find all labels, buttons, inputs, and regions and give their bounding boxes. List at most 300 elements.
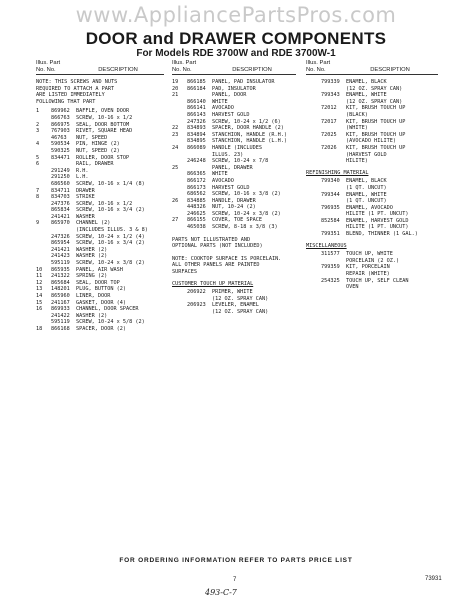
part-description: SPACER, DOOR HANDLE (2)	[212, 125, 284, 132]
part-row	[172, 191, 296, 198]
part-row	[36, 260, 164, 267]
part-row	[172, 119, 296, 126]
part-description: (12 OZ. SPRAY CAN)	[212, 309, 269, 315]
part-description: SCREW, 10-24 x 5/8 (2)	[76, 319, 145, 326]
part-row	[306, 258, 438, 265]
part-number: 595119	[51, 319, 70, 326]
part-number: 241167	[51, 299, 70, 306]
illus-number: 2	[36, 121, 40, 128]
column-header	[172, 60, 296, 75]
part-row	[36, 174, 164, 181]
part-row	[36, 326, 164, 333]
illus-number	[306, 132, 321, 139]
part-row	[172, 211, 296, 218]
part-row	[172, 185, 296, 192]
part-number	[321, 258, 346, 265]
part-description: BLEND, THINNER (1 GAL.)	[346, 231, 418, 238]
part-description: AVOCADO	[212, 105, 234, 112]
illus-number	[306, 79, 321, 86]
part-number	[321, 198, 346, 205]
part-number: 866184	[187, 85, 206, 92]
part-description: HARVEST GOLD	[212, 111, 250, 118]
part-row	[306, 145, 438, 152]
part-description: PANEL, AIR WASH	[76, 266, 123, 273]
part-description: PORCELAIN (2 OZ.)	[346, 257, 400, 264]
part-description: WASHER (2)	[76, 246, 108, 253]
screws-note: NOTE: THIS SCREWS AND NUTS REQUIRED TO ATTACH A PART ARE LISTED IMMEDIATELY FOLLOWING THAT PART	[36, 79, 118, 105]
illus-number: 25	[172, 164, 179, 171]
illus-number	[36, 181, 51, 188]
part-description: LINER, DOOR	[76, 293, 111, 299]
part-row	[306, 284, 438, 291]
column-header	[36, 60, 164, 75]
part-description: R.H.	[76, 167, 89, 174]
part-description: ENAMEL, BLACK	[346, 79, 387, 85]
parts-column-3	[306, 60, 438, 291]
part-number: 866089	[187, 144, 206, 151]
part-row	[36, 122, 164, 129]
illus-header: Illus. Part	[172, 60, 197, 66]
part-row	[36, 141, 164, 148]
section-heading: CUSTOMER TOUCH UP MATERIAL	[172, 280, 254, 287]
parts-list	[306, 251, 438, 291]
illus-number	[172, 119, 187, 126]
illus-number: 18	[36, 325, 43, 332]
page-code: 73931	[425, 576, 442, 582]
part-description: ENAMEL, HARVEST GOLD	[346, 217, 409, 224]
part-row	[306, 185, 438, 192]
part-number	[321, 185, 346, 192]
part-number: 865834	[51, 207, 70, 214]
watermark: www.AppliancePartsPros.com	[75, 3, 397, 27]
illus-number	[306, 112, 321, 119]
part-row	[306, 132, 438, 139]
illus-number	[306, 278, 321, 285]
part-row	[172, 289, 296, 296]
part-description: (1 QT. UNCUT)	[346, 198, 387, 205]
parts-column-2	[172, 60, 296, 316]
no-header: No. No.	[172, 67, 192, 73]
part-number: 866140	[187, 98, 206, 105]
part-description: SCREW, 10-24 x 1/2 (6)	[212, 118, 281, 125]
illus-number	[306, 152, 321, 159]
part-description: NUT, SPEED	[76, 134, 108, 141]
illus-number: 15	[36, 299, 43, 306]
illus-number	[172, 152, 187, 159]
part-row	[172, 165, 296, 172]
part-number	[321, 211, 346, 218]
part-description: (HARVEST GOLD	[346, 151, 387, 158]
part-row	[172, 99, 296, 106]
part-row	[36, 148, 164, 155]
part-number	[321, 99, 346, 106]
part-number: 291249	[51, 167, 70, 174]
part-number: 148201	[51, 286, 70, 293]
part-number	[187, 309, 212, 316]
part-description: SCREW, 10-24 x 7/8	[212, 158, 269, 165]
description-header: DESCRIPTION	[98, 67, 138, 73]
part-number: 448326	[187, 204, 206, 211]
part-description: SCREW, 10-16 x 1/2	[76, 114, 133, 121]
no-header: No. No.	[36, 67, 56, 73]
illus-number	[306, 99, 321, 106]
part-description: NUT, SPEED (2)	[76, 147, 120, 154]
part-description: BAFFLE, OVEN DOOR	[76, 108, 130, 115]
part-row	[172, 204, 296, 211]
part-row	[36, 201, 164, 208]
part-number: 834894	[187, 131, 206, 138]
part-description: HANDLE (INCLUDES	[212, 144, 262, 151]
part-number: 247326	[51, 233, 70, 240]
illus-number	[306, 205, 321, 212]
part-row	[306, 79, 438, 86]
illus-number: 16	[36, 306, 43, 313]
part-description: PANEL, DRAWER	[212, 164, 253, 171]
illus-number	[36, 319, 51, 326]
part-row	[306, 105, 438, 112]
part-number: 206923	[187, 302, 206, 309]
part-number: 246248	[187, 158, 206, 165]
part-description: REPAIR (WHITE)	[346, 271, 390, 278]
illus-number: 7	[36, 187, 40, 194]
part-row	[36, 293, 164, 300]
part-description: WHITE	[212, 98, 228, 105]
handwritten-note: 493-C-7	[205, 588, 237, 597]
column-header	[306, 60, 438, 75]
illus-number	[172, 211, 187, 218]
part-description: SEAL, DOOR TOP	[76, 279, 120, 286]
part-description: (WHITE)	[346, 125, 368, 132]
part-description: TOUCH UP, WHITE	[346, 251, 393, 258]
part-description: WASHER (2)	[76, 253, 108, 260]
part-description: OVEN	[346, 284, 359, 291]
part-description: AVOCADO	[212, 177, 234, 184]
illus-number: 5	[36, 154, 40, 161]
illus-number	[36, 174, 51, 181]
illus-number	[306, 198, 321, 205]
part-description: (12 OZ. SPRAY CAN)	[212, 295, 269, 302]
part-number: 241422	[51, 312, 70, 319]
part-description: KIT, BRUSH TOUCH UP	[346, 131, 406, 138]
part-description: GASKET, DOOR (4)	[76, 299, 126, 306]
part-row	[36, 168, 164, 175]
part-number: 869962	[51, 108, 70, 115]
illus-number	[172, 171, 187, 178]
part-number	[321, 271, 346, 278]
part-number: 311577	[321, 251, 340, 258]
part-number	[321, 152, 346, 159]
illus-number: 20	[172, 85, 179, 92]
illus-number	[36, 135, 51, 142]
part-description: HANDLE, DRAWER	[212, 197, 256, 204]
part-description: PRIMER, WHITE	[212, 289, 253, 296]
illus-number	[172, 178, 187, 185]
part-description: HARVEST GOLD	[212, 184, 250, 191]
part-row	[36, 194, 164, 201]
part-description: CHANNEL (2)	[76, 220, 111, 227]
part-description: SCREW, 10-16 x 3/4 (2)	[76, 240, 145, 247]
part-description: KIT, PORCELAIN	[346, 264, 390, 271]
part-row	[172, 86, 296, 93]
part-row	[36, 286, 164, 293]
illus-number	[306, 125, 321, 132]
part-row	[306, 99, 438, 106]
ordering-footer: FOR ORDERING INFORMATION REFER TO PARTS PRICE LIST	[119, 557, 353, 564]
part-row	[306, 152, 438, 159]
part-row	[36, 108, 164, 115]
part-number: 241423	[51, 253, 70, 260]
part-number: 865954	[51, 240, 70, 247]
part-number: 241322	[51, 273, 70, 280]
part-row	[306, 278, 438, 285]
part-description: PANEL, DOOR	[212, 92, 247, 99]
parts-list	[172, 79, 296, 231]
parts-column-1	[36, 60, 164, 333]
illus-number: 4	[36, 141, 40, 148]
part-number	[321, 224, 346, 231]
illus-number	[306, 271, 321, 278]
part-row	[36, 319, 164, 326]
illus-header: Illus. Part	[306, 60, 331, 66]
part-row	[306, 112, 438, 119]
illus-number	[172, 309, 187, 316]
part-number: 767903	[51, 128, 70, 135]
part-row	[36, 181, 164, 188]
no-header: No. No.	[306, 67, 326, 73]
part-number: 866975	[51, 121, 70, 128]
part-number: 866173	[187, 184, 206, 191]
part-description: SCREW, 10-16 x 3/4 (2)	[76, 207, 145, 214]
part-description: LEVELER, ENAMEL	[212, 302, 259, 309]
part-description: SCREW, 10-16 x 1/2	[76, 200, 133, 207]
illus-number: 21	[172, 92, 179, 99]
part-number: 686562	[187, 191, 206, 198]
part-number: 590325	[51, 147, 70, 154]
part-row	[36, 155, 164, 162]
part-description: KIT, BRUSH TOUCH UP	[346, 144, 406, 151]
part-description: KIT, BRUSH TOUCH UP	[346, 105, 406, 112]
illus-number	[306, 211, 321, 218]
part-number: 866763	[51, 114, 70, 121]
illus-number: 9	[36, 220, 40, 227]
illus-number	[172, 289, 187, 296]
part-number: 834711	[51, 187, 70, 194]
part-description: STANCHION, HANDLE (L.H.)	[212, 138, 287, 145]
part-row	[36, 247, 164, 254]
parts-list	[172, 289, 296, 315]
part-row	[172, 105, 296, 112]
part-row	[36, 135, 164, 142]
part-description: ENAMEL, WHITE	[346, 191, 387, 198]
part-number: 465038	[187, 224, 206, 231]
part-description: PIN, HINGE (2)	[76, 141, 120, 148]
part-row	[172, 198, 296, 205]
part-row	[306, 224, 438, 231]
part-row	[36, 128, 164, 135]
part-number: 247376	[51, 200, 70, 207]
part-row	[306, 138, 438, 145]
part-number	[51, 227, 76, 234]
part-row	[306, 218, 438, 225]
part-row	[36, 220, 164, 227]
illus-number: 1	[36, 108, 40, 115]
illus-number	[172, 296, 187, 303]
part-number: 865970	[51, 220, 70, 227]
part-description: HILITE)	[346, 158, 368, 165]
part-description: SCREW, 10-24 x 3/8 (2)	[76, 260, 145, 267]
part-row	[306, 251, 438, 258]
illus-number	[172, 112, 187, 119]
part-description: ENAMEL, BLACK	[346, 178, 387, 185]
illus-number	[172, 302, 187, 309]
part-number: 799344	[321, 191, 340, 198]
part-number	[187, 165, 212, 172]
part-number: 595119	[51, 260, 70, 267]
part-row	[172, 296, 296, 303]
part-row	[172, 178, 296, 185]
illus-number	[36, 207, 51, 214]
part-description: HILITE (1 PT. UNCUT)	[346, 224, 409, 231]
part-number	[187, 92, 212, 99]
part-description: DRAWER	[76, 187, 95, 194]
part-row	[306, 192, 438, 199]
part-description: SCREW, 8-18 x 3/8 (3)	[212, 224, 278, 231]
part-row	[306, 211, 438, 218]
not-illustrated-note: PARTS NOT ILLUSTRATED AND OPTIONAL PARTS (NOT INCLUDED)	[172, 236, 263, 250]
part-row	[172, 217, 296, 224]
illus-number	[306, 119, 321, 126]
illus-number	[306, 145, 321, 152]
part-row	[172, 152, 296, 159]
part-row	[306, 271, 438, 278]
part-description: ENAMEL, AVOCADO	[346, 204, 393, 211]
illus-number	[36, 148, 51, 155]
part-row	[36, 273, 164, 280]
part-row	[172, 145, 296, 152]
illus-number	[306, 258, 321, 265]
part-description: SEAL, DOOR BOTTOM	[76, 121, 130, 128]
part-description: WHITE	[212, 171, 228, 178]
part-number: 291250	[51, 174, 70, 181]
illus-number	[172, 158, 187, 165]
illus-number: 27	[172, 217, 179, 224]
part-row	[306, 125, 438, 132]
illus-number	[306, 264, 321, 271]
illus-number	[306, 105, 321, 112]
part-row	[36, 300, 164, 307]
part-number: 799343	[321, 92, 340, 99]
illus-number	[306, 86, 321, 93]
part-row	[306, 198, 438, 205]
part-number: 865684	[51, 279, 70, 286]
part-number: 246625	[187, 210, 206, 217]
part-number: 834893	[187, 125, 206, 132]
part-number: 241421	[51, 246, 70, 253]
part-number	[321, 86, 346, 93]
part-number: 866365	[187, 171, 206, 178]
part-row	[172, 92, 296, 99]
part-row	[306, 92, 438, 99]
part-description: PANEL, PAD INSULATOR	[212, 79, 275, 85]
part-description: (12 OZ. SPRAY CAN)	[346, 85, 403, 92]
part-description: HILITE (1 PT. UNCUT)	[346, 211, 409, 218]
part-row	[306, 231, 438, 238]
part-row	[36, 115, 164, 122]
part-description: ILLUS. 23)	[212, 151, 244, 158]
part-description: (1 QT. UNCUT)	[346, 184, 387, 191]
illus-number	[172, 224, 187, 231]
description-header: DESCRIPTION	[370, 67, 410, 73]
illus-number	[172, 105, 187, 112]
part-description: SCREW, 10-16 x 3/8 (2)	[212, 191, 281, 198]
description-header: DESCRIPTION	[232, 67, 272, 73]
part-description: (BLACK)	[346, 111, 368, 118]
section-heading: MISCELLANEOUS	[306, 242, 347, 249]
illus-number	[36, 234, 51, 241]
illus-number: 13	[36, 286, 43, 293]
part-number: 72026	[321, 144, 337, 151]
part-description: SCREW, 10-24 x 1/2 (4)	[76, 233, 145, 240]
part-row	[36, 313, 164, 320]
part-description: L.H.	[76, 174, 89, 181]
illus-number: 11	[36, 273, 43, 280]
part-description: (INCLUDES ILLUS. 3 & 8)	[76, 227, 148, 234]
part-row	[172, 158, 296, 165]
illus-number	[36, 260, 51, 267]
part-row	[172, 224, 296, 231]
part-number: 799339	[321, 79, 340, 85]
part-row	[172, 309, 296, 316]
part-description: COVER, TOE SPACE	[212, 217, 262, 224]
part-number: 866168	[51, 325, 70, 332]
illus-number: 14	[36, 293, 43, 299]
part-description: RAIL, DRAWER	[76, 161, 114, 168]
part-description: NUT, 10-24 (2)	[212, 204, 256, 211]
part-number: 72012	[321, 105, 337, 112]
part-number	[187, 296, 212, 303]
parts-list	[36, 108, 164, 332]
part-description: RIVET, SQUARE HEAD	[76, 128, 133, 135]
part-number	[321, 125, 346, 132]
part-row	[306, 119, 438, 126]
part-description: ROLLER, DOOR STOP	[76, 154, 130, 161]
parts-list	[306, 178, 438, 237]
illus-number	[36, 313, 51, 320]
part-row	[172, 138, 296, 145]
part-description: SCREW, 10-16 x 1/4 (8)	[76, 180, 145, 187]
part-description: STANCHION, HANDLE (R.H.)	[212, 131, 287, 138]
part-number: 866172	[187, 177, 206, 184]
illus-number	[36, 240, 51, 247]
part-row	[172, 132, 296, 139]
illus-number: 12	[36, 279, 43, 286]
illus-number	[306, 178, 321, 185]
illus-number	[36, 227, 51, 234]
part-row	[36, 240, 164, 247]
part-number: 799340	[321, 178, 340, 185]
part-number: 590534	[51, 141, 70, 148]
part-row	[172, 112, 296, 119]
cooktop-note: NOTE: COOKTOP SURFACE IS PORCELAIN. ALL OTHER PANELS ARE PAINTED SURFACES	[172, 255, 282, 276]
parts-list	[306, 79, 438, 165]
part-row	[36, 280, 164, 287]
illus-number: 24	[172, 144, 179, 151]
part-number: 852584	[321, 217, 340, 224]
part-number: 72017	[321, 118, 337, 125]
illus-number: 19	[172, 79, 179, 85]
part-row	[306, 264, 438, 271]
part-number: 796935	[321, 204, 340, 211]
